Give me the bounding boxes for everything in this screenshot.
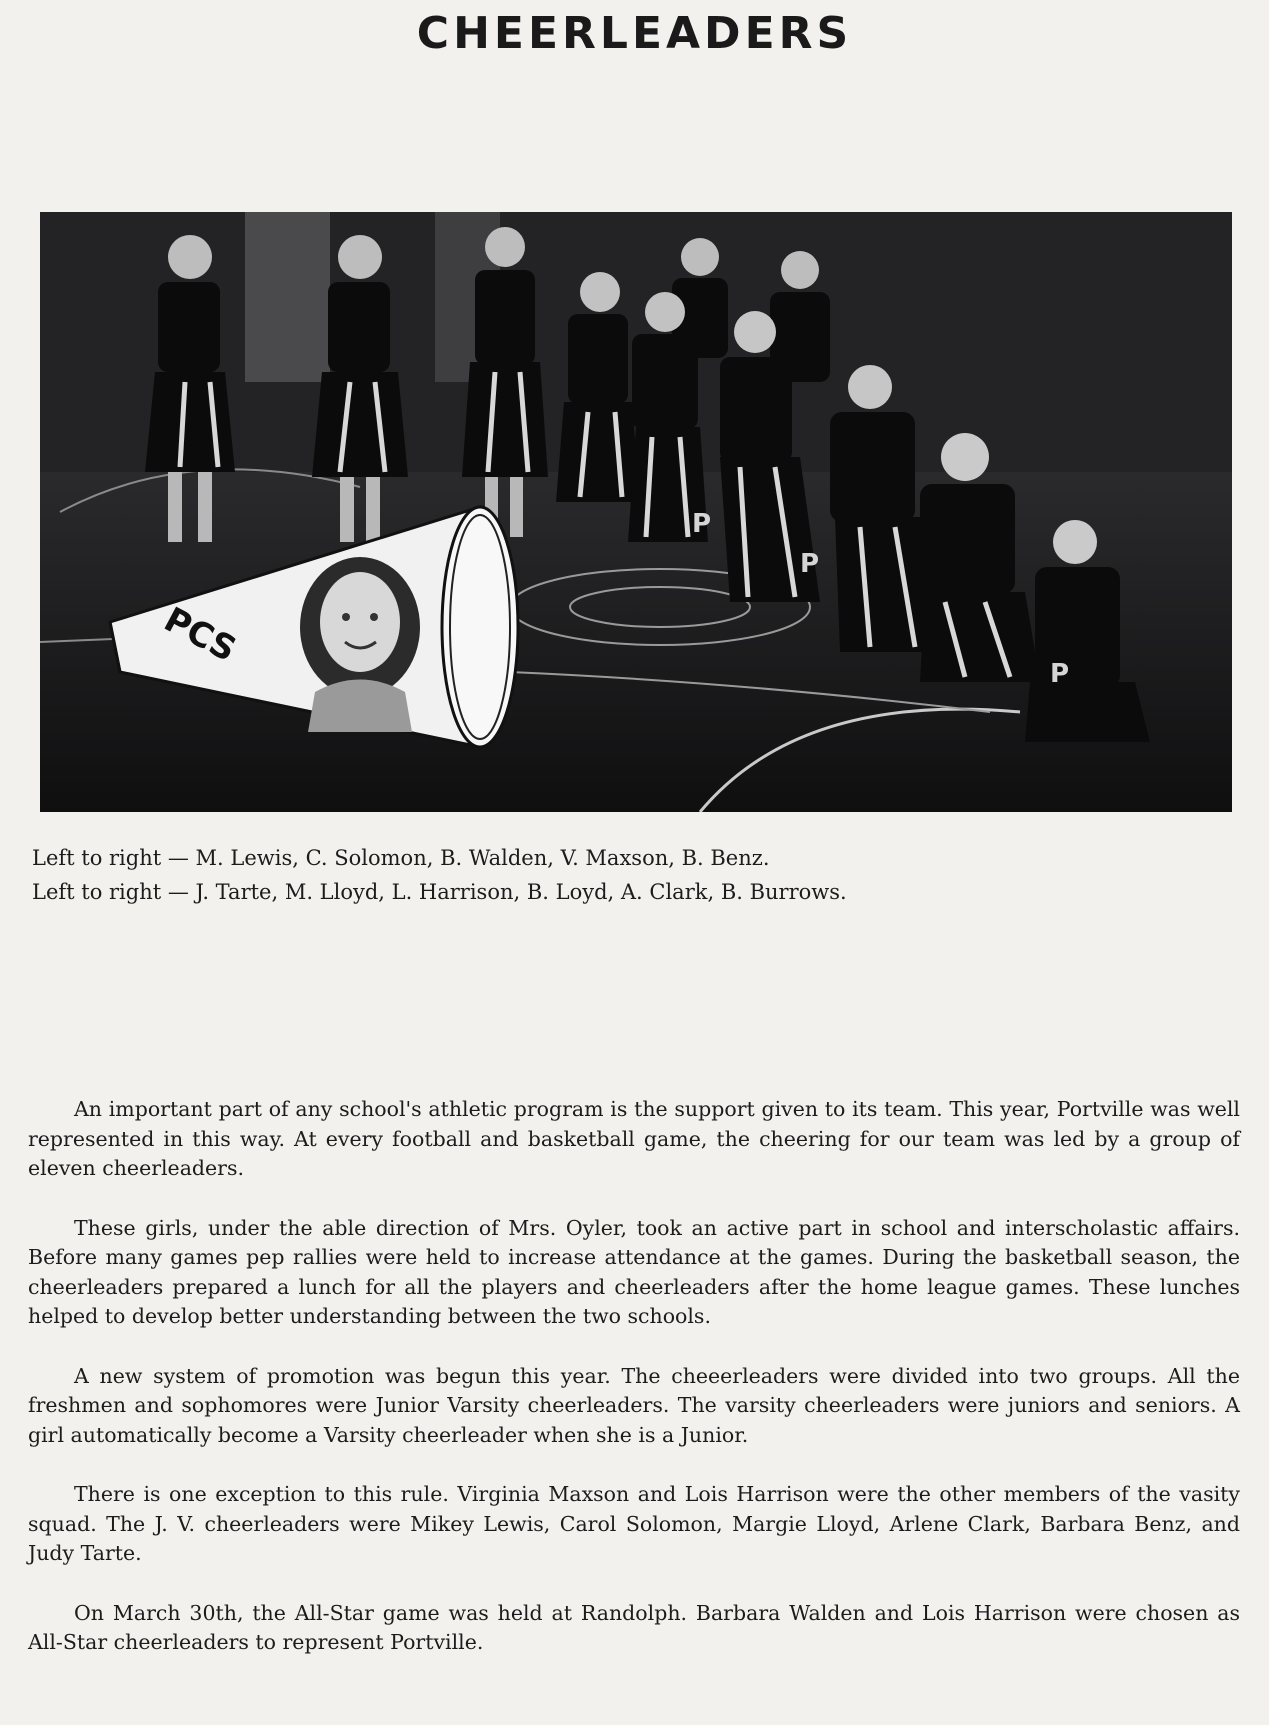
svg-text:P: P [800,549,820,579]
page-title: CHEERLEADERS [416,8,853,59]
paragraph: An important part of any school's athletic program is the support given to its team. This year, Portville was well represented in this way. At every football and basketball game, the cheering for our team was led by a group of eleven cheerleaders. [28,1097,1240,1180]
cheerleaders-group-photo [40,212,1232,812]
paragraph: These girls, under the able direction of Mrs. Oyler, took an active part in school and interscholastic affairs. Before many games pep rallies were held to increase attendance at the games. During the basketball season, the cheerleaders prepared a lunch for all the players and cheerleaders after the home league games. These lunches helped to develop better understanding between the two schools. [28,1215,1240,1328]
svg-text:P: P [1050,659,1070,689]
svg-text:P: P [692,509,712,539]
paragraph: There is one exception to this rule. Virginia Maxson and Lois Harrison were the other members of the vasity squad. The J. V. cheerleaders were Mikey Lewis, Carol Solomon, Margie Lloyd, Arlene Clark, Barbara Benz, and Judy Tarte. [28,1482,1240,1565]
paragraph: On March 30th, the All-Star game was held at Randolph. Barbara Walden and Lois Harrison were chosen as All-Star cheerleaders to represent Portville. [28,1600,1240,1654]
megaphone-lettering: PCS [157,599,243,671]
article-body [28,1095,1240,1688]
caption-line-1: Left to right — M. Lewis, C. Solomon, B. Walden, V. Maxson, B. Benz. [32,846,770,870]
paragraph: A new system of promotion was begun this year. The cheeerleaders were divided into two groups. All the freshmen and sophomores were Junior Varsity cheerleaders. The varsity cheerleaders were juniors and seniors. A girl automatically become a Varsity cheerleader when she is a Junior. [28,1363,1240,1447]
caption-line-2: Left to right — J. Tarte, M. Lloyd, L. Harrison, B. Loyd, A. Clark, B. Burrows. [32,880,847,904]
